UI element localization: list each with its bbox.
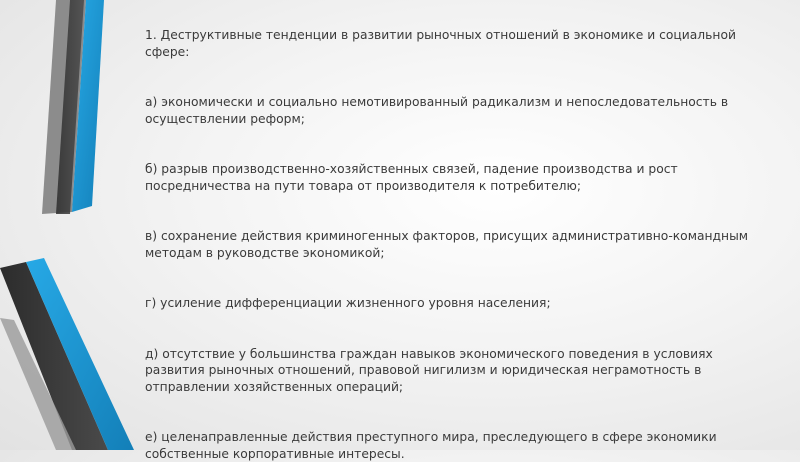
paragraph-d: д) отсутствие у большинства граждан навыков экономического поведения в условиях развития рыночных отношений, правовой нигилизм и юридическая неграмотность в отправлении хозяйственных операций;	[145, 346, 713, 394]
paragraph-e: е) целенаправленные действия преступного мира, преследующего в сфере экономики собственные корпоративные интересы.	[145, 430, 717, 461]
paragraph-intro: 1. Деструктивные тенденции в развитии рыночных отношений в экономике и социальной сфере:	[145, 28, 736, 59]
paragraph-b: б) разрыв производственно-хозяйственных связей, падение производства и рост посредничества на пути товара от производителя к потребителю;	[145, 162, 678, 193]
paragraph-v: в) сохранение действия криминогенных факторов, присущих административно-командным методам в руководстве экономикой;	[145, 229, 749, 260]
paragraph-g: г) усиление дифференциации жизненного уровня населения;	[145, 296, 551, 310]
paragraph-a: а) экономически и социально немотивированный радикализм и непоследовательность в осуществлении реформ;	[145, 95, 729, 126]
slide-content	[145, 27, 775, 462]
